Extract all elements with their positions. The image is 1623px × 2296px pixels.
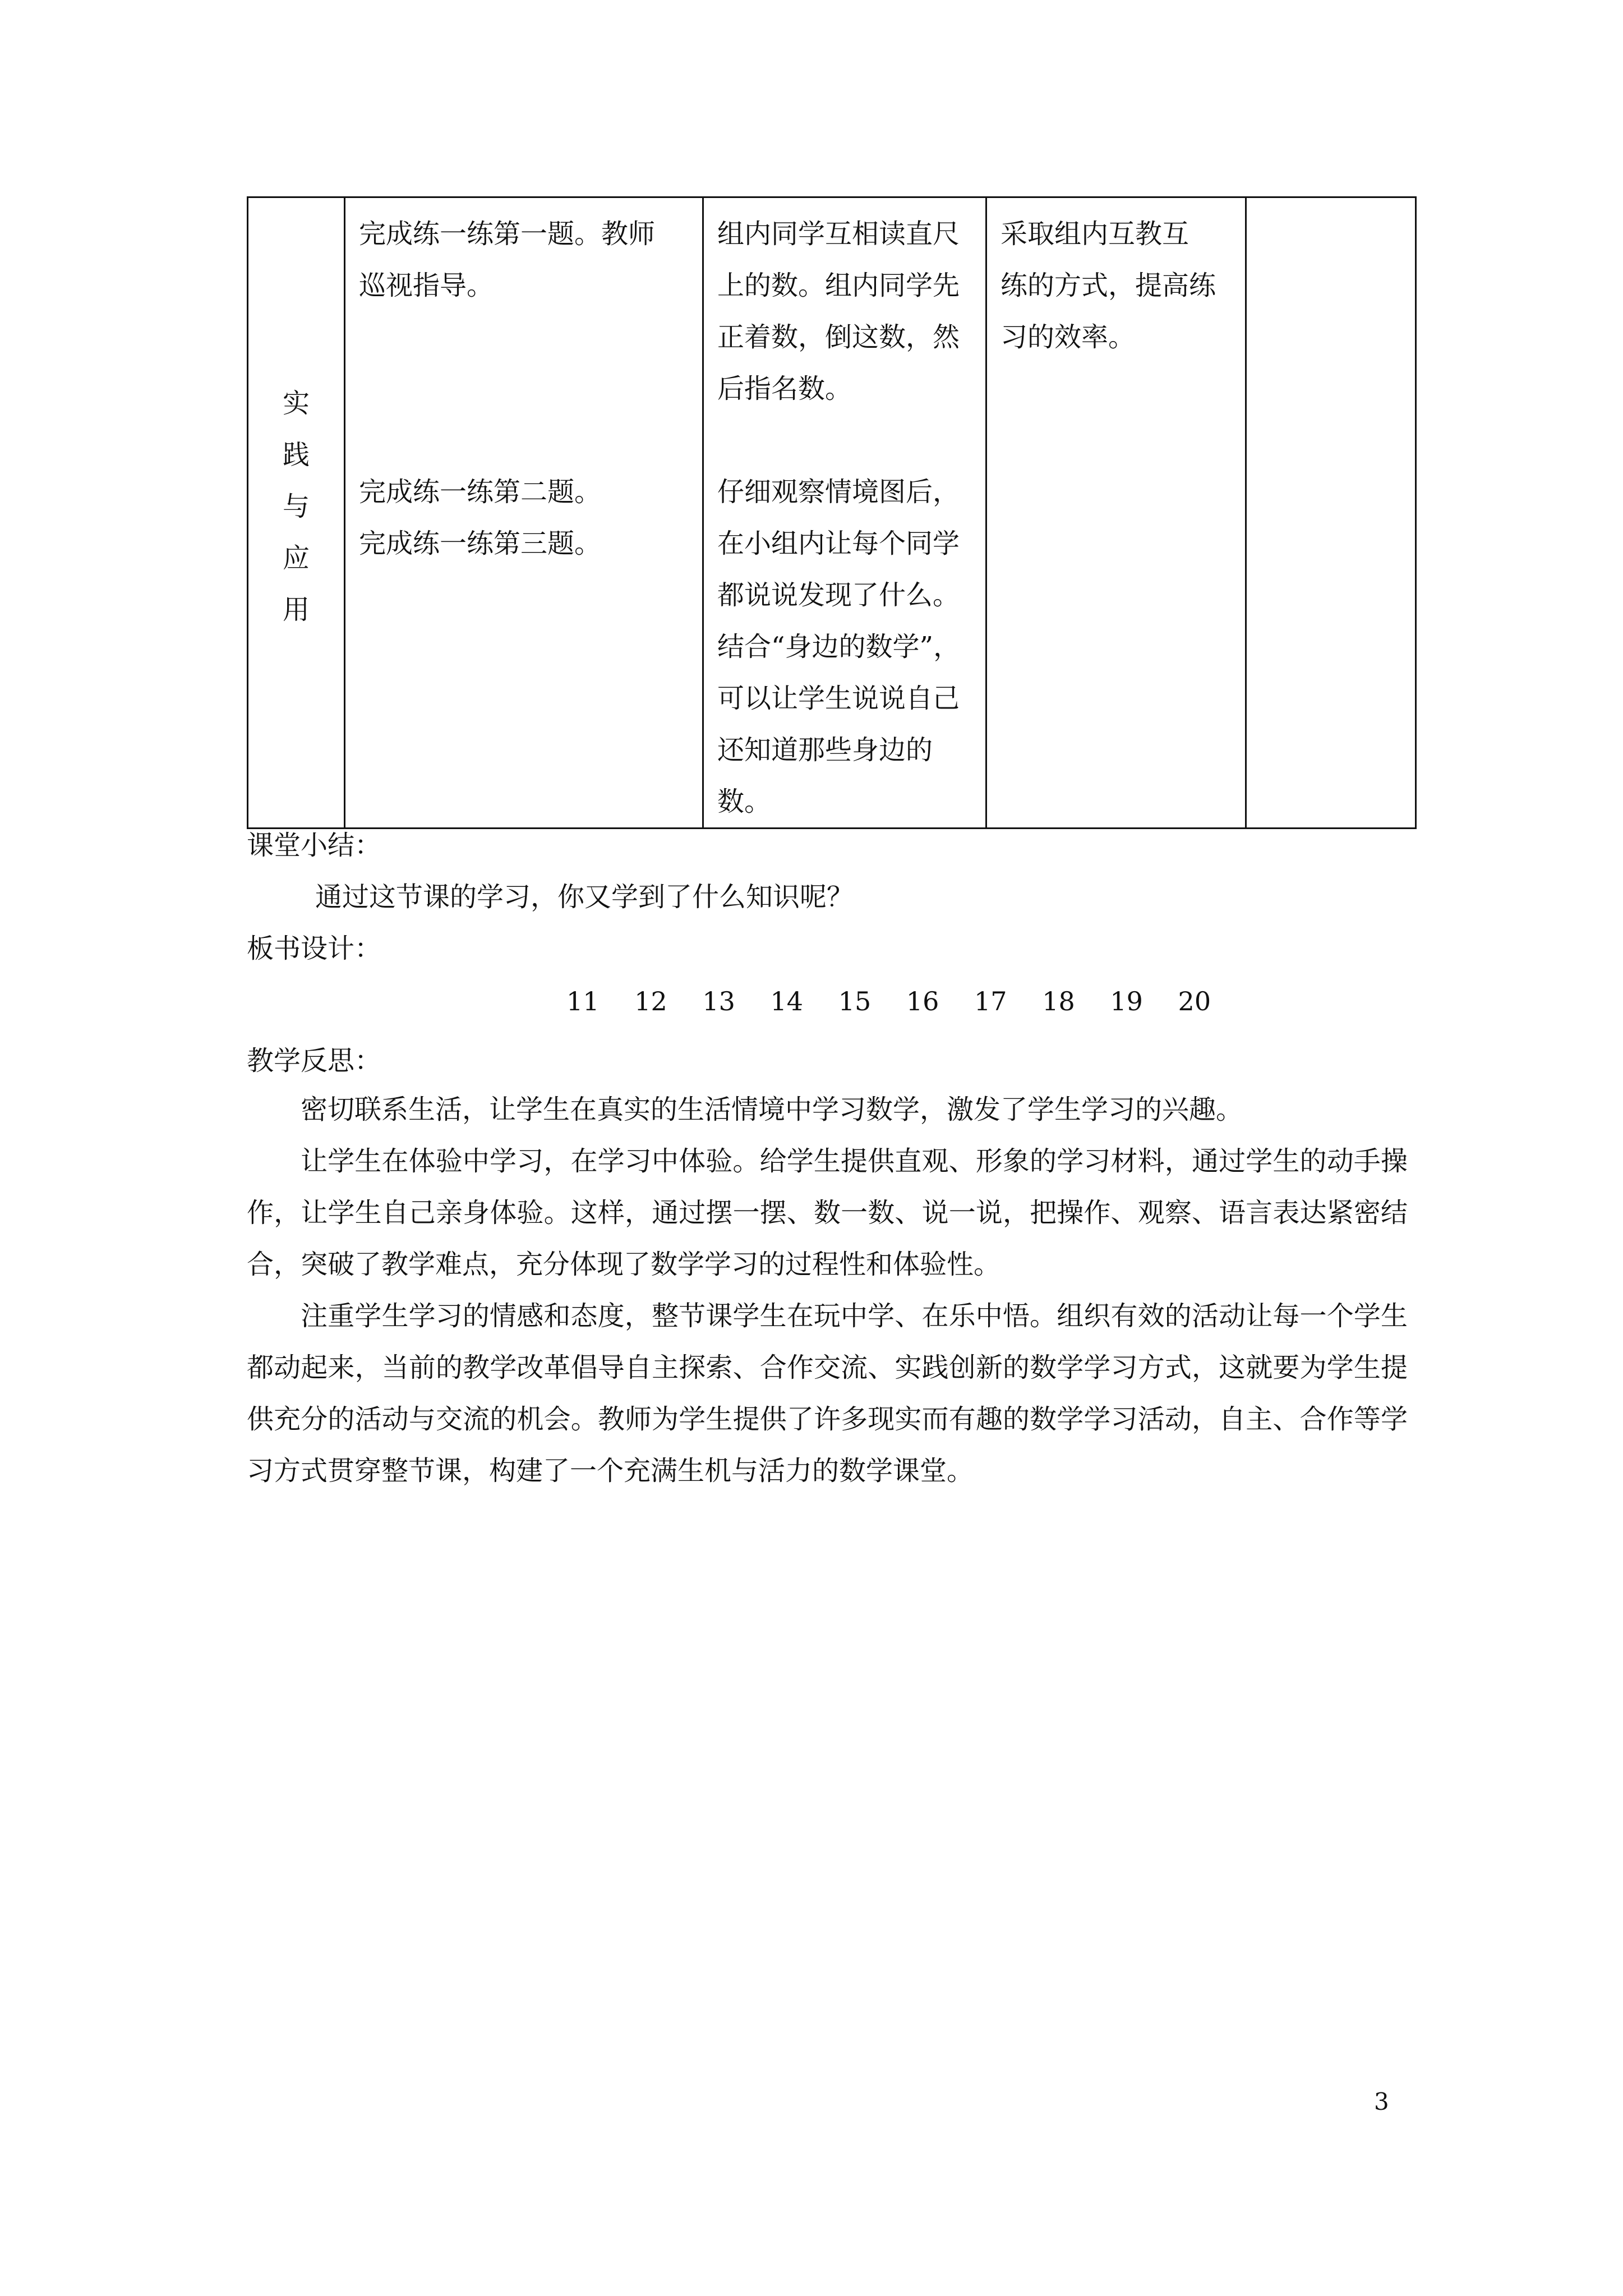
stage-cell — [248, 197, 345, 829]
teacher-activity-cell — [345, 197, 703, 829]
summary-text: 通过这节课的学习，你又学到了什么知识呢？ — [315, 881, 854, 913]
student-activity-cell — [703, 197, 986, 829]
stage-label — [248, 198, 344, 636]
board-number: 15 — [838, 986, 872, 1016]
teacher-line: 巡视指导。 — [359, 270, 494, 301]
student-line: 仔细观察情境图后， — [717, 476, 960, 508]
stage-char: 践 — [282, 439, 310, 471]
reflection-paragraph: 让学生在体验中学习，在学习中体验。给学生提供直观、形象的学习材料，通过学生的动手操作，让学生自己亲身体验。这样，通过摆一摆、数一数、说一说，把操作、观察、语言表达紧密结合，突破了教学难点，充分体现了数学学习的过程性和体验性。 — [247, 1145, 1408, 1280]
teacher-line: 完成练一练第二题。 — [359, 476, 602, 508]
table-row — [248, 197, 1416, 829]
board-number: 16 — [906, 986, 939, 1016]
reflection-heading: 教学反思： — [247, 1045, 382, 1076]
lesson-table — [247, 196, 1417, 829]
student-line: 都说说发现了什么。 — [717, 579, 960, 611]
board-number: 17 — [974, 986, 1007, 1016]
notes-cell — [1246, 197, 1416, 829]
student-line: 组内同学互相读直尺 — [717, 218, 960, 250]
board-numbers — [566, 986, 1238, 1016]
summary-heading: 课堂小结： — [247, 830, 382, 861]
board-number: 12 — [634, 986, 667, 1016]
board-number: 11 — [566, 986, 600, 1016]
student-line: 后指名数。 — [717, 373, 852, 404]
board-number: 20 — [1178, 986, 1211, 1016]
design-intent-cell — [986, 197, 1246, 829]
student-line: 在小组内让每个同学 — [717, 528, 960, 559]
stage-char: 用 — [282, 594, 310, 625]
board-number: 14 — [770, 986, 804, 1016]
board-heading: 板书设计： — [247, 933, 382, 964]
reflection-paragraph: 注重学生学习的情感和态度，整节课学生在玩中学、在乐中悟。组织有效的活动让每一个学生都动起来，当前的教学改革倡导自主探索、合作交流、实践创新的数学学习方式，这就要为学生提供充分的活动与交流的机会。教师为学生提供了许多现实而有趣的数学学习活动，自主、合作等学习方式贯穿整节课，构建了一个充满生机与活力的数学课堂。 — [247, 1300, 1408, 1487]
intent-line: 练的方式，提高练 — [1000, 270, 1216, 301]
student-line: 上的数。组内同学先 — [717, 270, 960, 301]
board-number: 13 — [702, 986, 735, 1016]
teacher-line: 完成练一练第三题。 — [359, 528, 602, 559]
student-line: 结合“身边的数学”， — [717, 631, 961, 662]
board-number: 19 — [1110, 986, 1143, 1016]
reflection-body — [247, 1084, 1408, 1497]
reflection-paragraph: 密切联系生活，让学生在真实的生活情境中学习数学，激发了学生学习的兴趣。 — [301, 1094, 1243, 1125]
student-line: 还知道那些身边的数。 — [717, 734, 933, 817]
stage-char: 实 — [282, 388, 310, 419]
stage-char: 应 — [282, 542, 310, 574]
student-line: 正着数，倒这数，然 — [717, 321, 960, 353]
intent-line: 采取组内互教互 — [1000, 218, 1189, 250]
teacher-line: 完成练一练第一题。教师 — [359, 218, 656, 250]
stage-char: 与 — [282, 491, 310, 522]
student-line: 可以让学生说说自己 — [717, 683, 960, 714]
intent-line: 习的效率。 — [1000, 321, 1136, 353]
board-number: 18 — [1042, 986, 1075, 1016]
page-number: 3 — [1374, 2088, 1389, 2115]
